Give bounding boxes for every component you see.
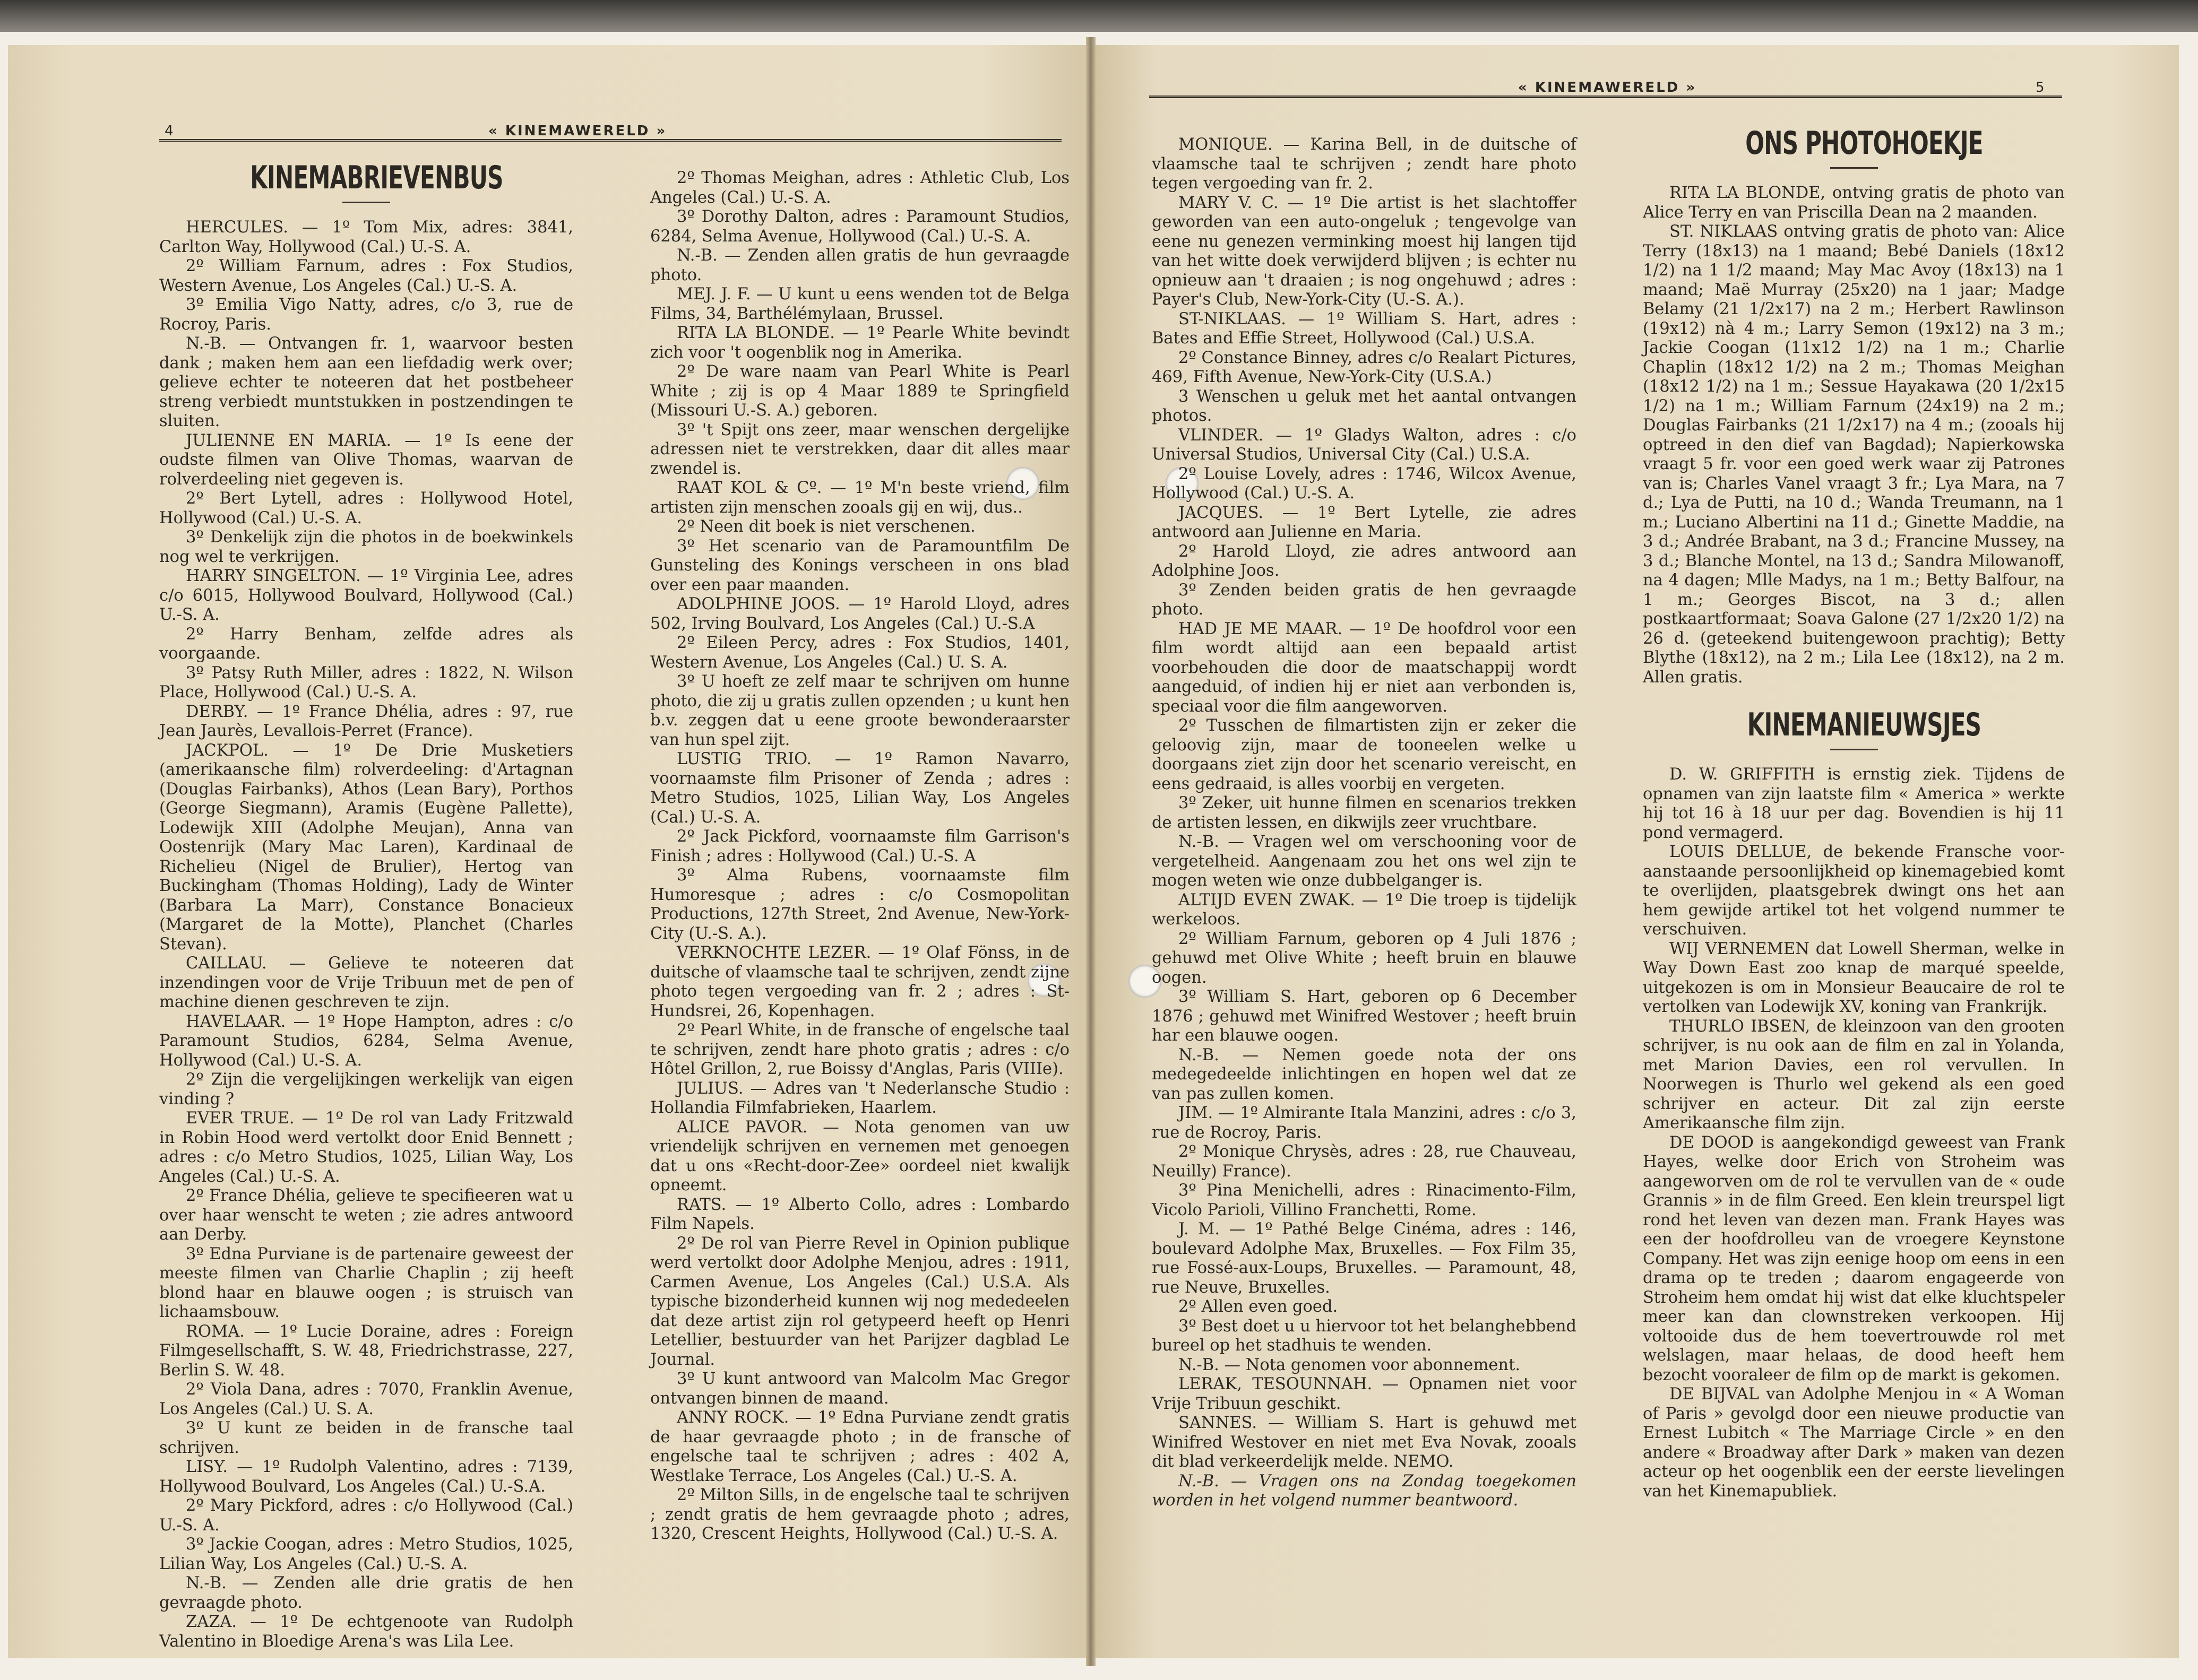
answer-paragraph: MARY V. C. — 1º Die artist is het slachtoffer geworden van een auto-ongeluk ; tengevolge van eene nu genezen verminking moest hij langen tijd van het witte doek verwijderd blijven ; is echter nu opnieuw aan 't draaien ; is nog ongehuwd ; adres : Payer's Club, New-York-City (U.-S. A.). [1152,193,1576,309]
right-running-head: « KINEMAWERELD » [1518,80,1697,96]
answer-paragraph: MONIQUE. — Karina Bell, in de duitsche of vlaamsche taal te schrijven ; zendt hare photo tegen vergoeding van fr. 2. [1152,135,1576,193]
news-paragraph: D. W. GRIFFITH is ernstig ziek. Tijdens de opnamen van zijn laatste film « America » werkte hij tot 16 à 18 uur per dag. Bovendien is hij 11 pond vermagerd. [1643,765,2065,842]
answer-paragraph: VERKNOCHTE LEZER. — 1º Olaf Fönss, in de duitsche of vlaamsche taal te schrijven, zendt zijne photo tegen vergoeding van fr. 2 ; adres : St-Hundsrei, 26, Kopenhagen. [650,943,1070,1020]
left-column-2 [650,169,1070,1570]
answer-paragraph: 3º Patsy Ruth Miller, adres : 1822, N. Wilson Place, Hollywood (Cal.) U.-S. A. [159,663,573,702]
answer-paragraph: 2º Pearl White, in de fransche of engelsche taal te schrijven, zendt hare photo gratis ; adres : c/o Hôtel Grillon, 2, rue Boissy d'Anglas, Paris (VIIIe). [650,1021,1070,1078]
answer-paragraph: 2º Bert Lytell, adres : Hollywood Hotel, Hollywood (Cal.) U.-S. A. [159,489,573,527]
answer-paragraph: JULIENNE EN MARIA. — 1º Is eene der oudste filmen van Olive Thomas, waarvan de rolverdeeling niet gegeven is. [159,431,573,489]
news-paragraph: THURLO IBSEN, de kleinzoon van den grooten schrijver, is nu ook aan de film en zal in Yolanda, met Marion Davies, een rol vervullen. In Noorwegen is Thurlo wel gekend als een goed schrijver en acteur. Dit zal zijn eerste Amerikaansche film zijn. [1643,1017,2065,1132]
answer-paragraph: 2º Louise Lovely, adres : 1746, Wilcox Avenue, Hollywood (Cal.) U.-S. A. [1152,464,1576,503]
kinemanieuwsjes-heading: KINEMANIEUWSJES [1747,706,1981,743]
answer-paragraph: 2º Tusschen de filmartisten zijn er zeker die geloovig zijn, maar de tooneelen welke u doorgaans ziet zijn door het scenario vereischt, en eens gedraaid, is alles voorbij en vergeten. [1152,716,1576,793]
news-paragraph: WIJ VERNEMEN dat Lowell Sherman, welke in Way Down East zoo knap de marqué speelde, uitgekozen is om in Monsieur Beaucaire de rol te vertolken van Lodewijk XV, koning van Frankrijk. [1643,939,2065,1016]
news-paragraph: DE DOOD is aangekondigd geweest van Frank Hayes, welke door Erich von Stroheim was aangeworven om de rol te vervullen van de « oude Grannis » in de film Greed. Een klein treurspel ligt rond het leven van dezen man. Frank Hayes was een der hoofdrolleu van de vroegere Keynstone Company. Het was zijn eenige hoop om eens in een drama op te treden ; daarom engageerde von Stroheim hem omdat hij wist dat elke kluchtspeler meer kan dan clownstreken verkoopen. Hij voltooide dus de hem toevertrouwde rol met welslagen, maar helaas, de dood heeft hem bezocht vooraleer de film op de markt is gekomen. [1643,1133,2065,1384]
heading-rule [1830,167,1878,169]
left-header-rule [159,139,1062,142]
answer-paragraph: N.-B. — Vragen wel om verschooning voor de vergetelheid. Aangenaam zou het ons wel zijn te mogen weten wie onze dubbelganger is. [1152,833,1576,890]
answer-paragraph: 3º William S. Hart, geboren op 6 December 1876 ; gehuwd met Winifred Westover ; heeft bruin har een blauwe oogen. [1152,988,1576,1045]
answer-paragraph: N.-B. — Vragen ons na Zondag toegekomen worden in het volgend nummer beantwoord. [1152,1471,1576,1510]
answer-paragraph: 2º France Dhélia, gelieve te specifieeren wat u over haar wenscht te weten ; zie adres antwoord aan Derby. [159,1187,573,1244]
answer-paragraph: HAVELAAR. — 1º Hope Hampton, adres : c/o Paramount Studios, 6284, Selma Avenue, Hollywood (Cal.) U.-S. A. [159,1012,573,1070]
answer-paragraph: ADOLPHINE JOOS. — 1º Harold Lloyd, adres 502, Irving Boulvard, Los Angeles (Cal.) U.-S.A [650,595,1070,633]
heading-rule [1830,749,1878,750]
answer-paragraph: 3º U hoeft ze zelf maar te schrijven om hunne photo, die zij u gratis zullen opzenden ; u kunt hen b.v. zeggen dat u eene groote bewonderaarster van hun spel zijt. [650,672,1070,749]
answer-paragraph: 3º Zeker, uit hunne filmen en scenarios trekken de artisten lessen, en dikwijls zeer vruchtbare. [1152,794,1576,832]
answer-paragraph: MEJ. J. F. — U kunt u eens wenden tot de Belga Films, 34, Barthélémylaan, Brussel. [650,285,1070,323]
answer-paragraph: N.-B. — Zenden alle drie gratis de hen gevraagde photo. [159,1574,573,1612]
answer-paragraph: JACQUES. — 1º Bert Lytelle, zie adres antwoord aan Julienne en Maria. [1152,503,1576,541]
answer-paragraph: 3º Jackie Coogan, adres : Metro Studios, 1025, Lilian Way, Los Angeles (Cal.) U.-S. A. [159,1535,573,1573]
answer-paragraph: EVER TRUE. — 1º De rol van Lady Fritzwald in Robin Hood werd vertolkt door Enid Bennett ; adres : c/o Metro Studios, 1025, Lilian Way, Los Angeles (Cal.) U.-S. A. [159,1109,573,1186]
answer-paragraph: 2º Viola Dana, adres : 7070, Franklin Avenue, Los Angeles (Cal.) U. S. A. [159,1380,573,1418]
answer-paragraph: 2º Neen dit boek is niet verschenen. [677,517,976,536]
answer-paragraph: 3º Zenden beiden gratis de hen gevraagde photo. [1152,581,1576,619]
answer-paragraph: HAD JE ME MAAR. — 1º De hoofdrol voor een film wordt altijd aan een bepaald artist voorbehouden die door de maatschappij wordt aangeduid, of indien hij er niet aan verbonden is, speciaal voor die film aangeworven. [1152,619,1576,716]
answer-paragraph: ST-NIKLAAS. — 1º William S. Hart, adres : Bates and Effie Street, Hollywood (Cal.) U.S.A. [1152,309,1576,348]
answer-paragraph: RATS. — 1º Alberto Collo, adres : Lombardo Film Napels. [650,1195,1070,1233]
answer-paragraph: HERCULES. — 1º Tom Mix, adres: 3841, Carlton Way, Hollywood (Cal.) U.-S. A. [159,218,573,256]
answer-paragraph: 3º U kunt antwoord van Malcolm Mac Gregor ontvangen binnen de maand. [650,1370,1070,1408]
answer-paragraph: N.-B. — Ontvangen fr. 1, waarvoor besten dank ; maken hem aan een liefdadig werk over; gelieve echter te noteeren dat het postbeheer streng verbiedt muntstukken in postzendingen te sluiten. [159,334,573,430]
right-column-1 [1152,135,1576,1526]
answer-paragraph: 3º Het scenario van de Paramountfilm De Gunsteling des Konings verscheen in ons blad over een paar maanden. [650,536,1070,594]
answer-paragraph: DERBY. — 1º France Dhélia, adres : 97, rue Jean Jaurès, Levallois-Perret (France). [159,702,573,740]
ons-photohoekje-heading: ONS PHOTOHOEKJE [1745,125,1983,162]
answer-paragraph: 3 Wenschen u geluk met het aantal ontvangen photos. [1152,387,1576,425]
answer-paragraph: LISY. — 1º Rudolph Valentino, adres : 7139, Hollywood Boulvard, Los Angeles (Cal.) U.-S.A. [159,1458,573,1496]
news-paragraph: DE BIJVAL van Adolphe Menjou in « A Woman of Paris » gevolgd door een nieuwe productie van Ernest Lubitch « The Marriage Circle » en den andere « Broadway after Dark » maken van dezen acteur op het oogenblik een der eerste lievelingen van het Kinemapubliek. [1643,1385,2065,1501]
answer-paragraph: ROMA. — 1º Lucie Doraine, adres : Foreign Filmgesellschafft, S. W. 48, Friedrichstrasse, 227, Berlin S. W. 48. [159,1322,573,1380]
answer-paragraph: LERAK, TESOUNNAH. — Opnamen niet voor Vrije Tribuun geschikt. [1152,1375,1576,1413]
answer-paragraph: ZAZA. — 1º De echtgenoote van Rudolph Valentino in Bloedige Arena's was Lila Lee. [159,1613,573,1651]
answer-paragraph: 2º Mary Pickford, adres : c/o Hollywood (Cal.) U.-S. A. [159,1496,573,1535]
answer-paragraph: J. M. — 1º Pathé Belge Cinéma, adres : 146, boulevard Adolphe Max, Bruxelles. — Fox Film 35, rue Fossé-aux-Loups, Bruxelles. — Paramount, 48, rue Neuve, Bruxelles. [1152,1220,1576,1297]
answer-paragraph: ANNY ROCK. — 1º Edna Purviane zendt gratis de haar gevraagde photo ; in de fransche of engelsche taal te schrijven ; adres : 402 A, Westlake Terrace, Los Angeles (Cal.) U.-S. A. [650,1408,1070,1485]
answer-paragraph: ALTIJD EVEN ZWAK. — 1º Die troep is tijdelijk werkeloos. [1152,890,1576,929]
answer-paragraph: 3º U kunt ze beiden in de fransche taal schrijven. [159,1419,573,1457]
photo-paragraph: ST. NIKLAAS ontving gratis de photo van: Alice Terry (18x13) na 1 maand; Bebé Daniels (18x12 1/2) na 1 1/2 maand; May Mac Avoy (18x13) na 1 maand; Maë Murray (25x20) na 1 jaar; Madge Belamy (21 1/2x17) na 2 m.; Herbert Rawlinson (19x12) nà 4 m.; Larry Semon (19x12) na 3 m.; Jackie Coogan (11x12 1/2) na 1 m.; Charlie Chaplin (18x12 1/2) na 2 m.; Thomas Meighan (18x12 1/2) na 1 m.; Sessue Hayakawa (20 1/2x15 1/2) na 1 m.; William Farnum (24x19) na 2 m.; Douglas Fairbanks (21 1/2x17) na 4 m.; (zooals hij optreed in den dief van Bagdad); Napierkowska vraagt 5 fr. voor een goed werk waar zij Patrones van is; Charles Vanel vraagt 3 fr.; Lya Mara, na 7 d.; Lya de Putti, na 10 d.; Wanda Treumann, na 1 m.; Luciano Albertini na 11 d.; Ginette Maddie, na 3 d.; Andrée Brabant, na 3 d.; Francine Mussey, na 3 d.; Blanche Montel, na 13 d.; Sandra Milowanoff, na 4 dagen; Mlle Madys, na 1 m.; Betty Balfour, na 1 m.; Georges Biscot, na 3 d.; allen postkaartformaat; Soava Galone (27 1/2x20 1/2) na 26 d. (geteekend buitengewoon prachtig); Betty Blythe (18x12), na 2 m.; Lila Lee (18x12), na 2 m. Allen gratis. [1643,222,2065,687]
kinemabrievenbus-heading: KINEMABRIEVENBUS [250,159,503,196]
answer-paragraph: JULIUS. — Adres van 't Nederlansche Studio : Hollandia Filmfabrieken, Haarlem. [650,1079,1070,1117]
answer-paragraph: 3º Alma Rubens, voornaamste film Humoresque ; adres : c/o Cosmopolitan Productions, 127th Street, 2nd Avenue, New-York-City (U.-S. A.). [650,866,1070,943]
answer-paragraph: 2º Eileen Percy, adres : Fox Studios, 1401, Western Avenue, Los Angeles (Cal.) U. S. A. [650,634,1070,672]
answer-paragraph: 2º Allen even goed. [1178,1297,1338,1316]
answer-paragraph: N.-B. — Nota genomen voor abonnement. [1178,1355,1521,1374]
answer-paragraph: 2º De rol van Pierre Revel in Opinion publique werd vertolkt door Adolphe Menjou, adres : 1911, Carmen Avenue, Los Angeles (Cal.) U.S.A. Als typische bizonderheid kunnen wij nog mededeelen dat deze artist zijn rol getypeerd heeft op Henri Letellier, bestuurder van het Parijzer dagblad Le Journal. [650,1234,1070,1369]
answer-paragraph: JACKPOL. — 1º De Drie Musketiers (amerikaansche film) rolverdeeling: d'Artagnan (Douglas Fairbanks), Athos (Lean Bary), Porthos (George Siegmann), Aramis (Eugène Pallette), Lodewijk XIII (Adolphe Meujan), Anna van Oostenrijk (Mary Mac Laren), Kardinaal de Richelieu (Nigel de Brulier), Hertog van Buckingham (Thomas Holding), Lady de Winter (Barbara La Marr), Constance Bonacieux (Margaret de la Motte), Planchet (Charles Stevan). [159,741,573,954]
left-running-head: « KINEMAWERELD » [488,123,667,139]
answer-paragraph: 2º Zijn die vergelijkingen werkelijk van eigen vinding ? [159,1070,573,1109]
answer-paragraph: 3º Dorothy Dalton, adres : Paramount Studios, 6284, Selma Avenue, Hollywood (Cal.) U.-S. A. [650,207,1070,246]
scanner-top-edge [0,0,2198,32]
answer-paragraph: N.-B. — Nemen goede nota der ons medegedeelde inlichtingen en hopen wel dat ze van pas zullen komen. [1152,1045,1576,1103]
answer-paragraph: JIM. — 1º Almirante Itala Manzini, adres : c/o 3, rue de Rocroy, Paris. [1152,1104,1576,1142]
answer-paragraph: 2º Constance Binney, adres c/o Realart Pictures, 469, Fifth Avenue, New-York-City (U.S.A.) [1152,348,1576,386]
answer-paragraph: 3º 't Spijt ons zeer, maar wenschen dergelijke adressen niet te verstrekken, daar dit alles maar zwendel is. [650,420,1070,478]
answer-paragraph: RAAT KOL & Cº. — 1º M'n beste vriend, film artisten zijn menschen zooals gij en wij, dus.. [650,479,1070,517]
answer-paragraph: ALICE PAVOR. — Nota genomen van uw vriendelijk schrijven en vernemen met genoegen dat u ons «Recht-door-Zee» oordeel niet kwalijk opneemt. [650,1118,1070,1194]
answer-paragraph: 2º William Farnum, adres : Fox Studios, Western Avenue, Los Angeles (Cal.) U.-S. A. [159,257,573,295]
answer-paragraph: 2º Jack Pickford, voornaamste film Garrison's Finish ; adres : Hollywood (Cal.) U.-S. A [650,827,1070,865]
heading-rule [342,202,390,203]
news-paragraph: LOUIS DELLUE, de bekende Fransche voor-aanstaande persoonlijkheid op kinemagebied komt te overlijden, plaatsgebrek dwingt ons het aan hem gewijde artikel tot het volgend nummer te verschuiven. [1643,843,2065,939]
right-column-2 [1643,125,2065,1526]
answer-paragraph: 3º Denkelijk zijn die photos in de boekwinkels nog wel te verkrijgen. [159,528,573,566]
answer-paragraph: 2º De ware naam van Pearl White is Pearl White ; zij is op 4 Maar 1889 te Springfield (Missouri U.-S. A.) geboren. [650,362,1070,420]
page-gutter [1086,37,1096,1666]
photo-paragraph: RITA LA BLONDE, ontving gratis de photo van Alice Terry en van Priscilla Dean na 2 maanden. [1643,184,2065,222]
left-page-number: 4 [165,123,174,139]
answer-paragraph: HARRY SINGELTON. — 1º Virginia Lee, adres c/o 6015, Hollywood Boulvard, Hollywood (Cal.) U.-S. A. [159,567,573,624]
answer-paragraph: VLINDER. — 1º Gladys Walton, adres : c/o Universal Studios, Universal City (Cal.) U.S.A. [1152,426,1576,464]
answer-paragraph: 2º Milton Sills, in de engelsche taal te schrijven ; zendt gratis de hem gevraagde photo ; adres, 1320, Crescent Heights, Hollywood (Cal.) U.-S. A. [650,1486,1070,1543]
left-column-1 [159,159,573,1651]
answer-paragraph: RITA LA BLONDE. — 1º Pearle White bevindt zich voor 't oogenblik nog in Amerika. [650,324,1070,362]
answer-paragraph: 2º Harold Lloyd, zie adres antwoord aan Adolphine Joos. [1152,542,1576,580]
answer-paragraph: SANNES. — William S. Hart is gehuwd met Winifred Westover en niet met Eva Novak, zooals dit blad verkeerdelijk melde. NEMO. [1152,1414,1576,1471]
answer-paragraph: N.-B. — Zenden allen gratis de hun gevraagde photo. [650,246,1070,284]
answer-paragraph: LUSTIG TRIO. — 1º Ramon Navarro, voornaamste film Prisoner of Zenda ; adres : Metro Studios, 1025, Lilian Way, Los Angeles (Cal.) U.-S. A. [650,750,1070,827]
right-page-number: 5 [2036,80,2045,96]
answer-paragraph: 3º Edna Purviane is de partenaire geweest der meeste filmen van Charlie Chaplin ; zij heeft blond haar en blauwe oogen ; is struisch van lichaamsbouw. [159,1244,573,1321]
answer-paragraph: CAILLAU. — Gelieve te noteeren dat inzendingen voor de Vrije Tribuun met de pen of machine dienen geschreven te zijn. [159,954,573,1011]
answer-paragraph: 2º William Farnum, geboren op 4 Juli 1876 ; gehuwd met Olive White ; heeft bruin en blauwe oogen. [1152,929,1576,987]
right-header-rule [1149,96,2062,98]
answer-paragraph: 2º Monique Chrysès, adres : 28, rue Chauveau, Neuilly) France). [1152,1142,1576,1181]
answer-paragraph: 3º Pina Menichelli, adres : Rinacimento-Film, Vicolo Parioli, Villino Franchetti, Rome. [1152,1181,1576,1219]
answer-paragraph: 3º Emilia Vigo Natty, adres, c/o 3, rue de Rocroy, Paris. [159,296,573,334]
answer-paragraph: 3º Best doet u u hiervoor tot het belanghebbend bureel op het stadhuis te wenden. [1152,1317,1576,1355]
answer-paragraph: 2º Harry Benham, zelfde adres als voorgaande. [159,625,573,663]
answer-paragraph: 2º Thomas Meighan, adres : Athletic Club, Los Angeles (Cal.) U.-S. A. [650,169,1070,207]
